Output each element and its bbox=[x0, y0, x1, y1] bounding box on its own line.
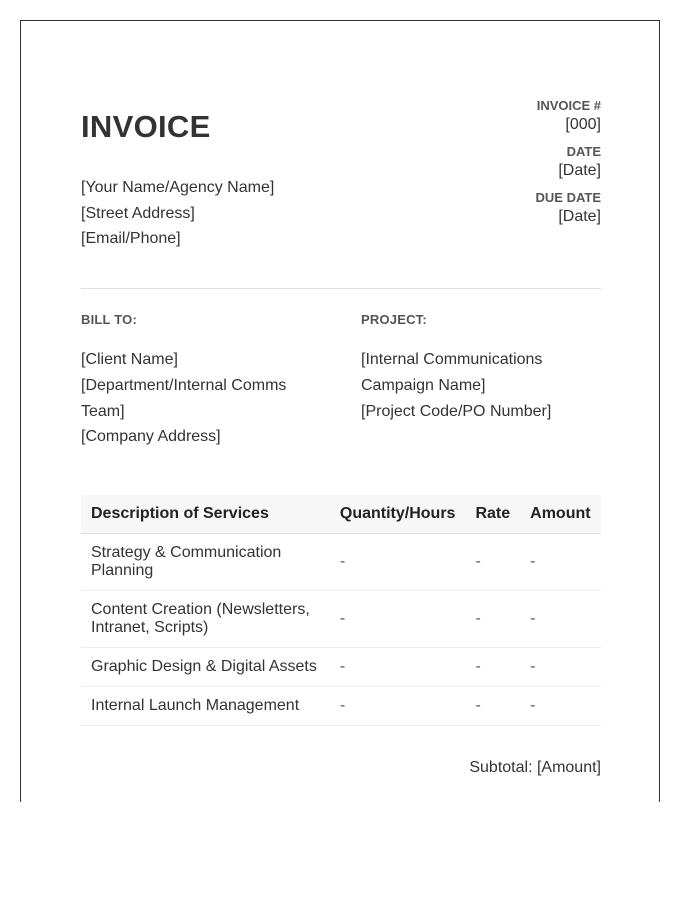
service-rate: - bbox=[465, 534, 520, 591]
service-rate: - bbox=[465, 648, 520, 687]
bill-to-label: BILL TO: bbox=[81, 312, 138, 327]
service-quantity: - bbox=[330, 648, 466, 687]
service-description: Graphic Design & Digital Assets bbox=[81, 648, 330, 687]
service-rate: - bbox=[465, 591, 520, 648]
column-header-rate: Rate bbox=[465, 495, 520, 534]
project-line: [Project Code/PO Number] bbox=[361, 402, 552, 420]
service-amount: - bbox=[520, 534, 601, 591]
due-date-label: DUE DATE bbox=[535, 190, 601, 205]
column-header-amount: Amount bbox=[520, 495, 601, 534]
sender-name: [Your Name/Agency Name] bbox=[81, 179, 275, 196]
service-amount: - bbox=[520, 687, 601, 726]
table-row bbox=[81, 687, 601, 726]
due-date: [Date] bbox=[558, 208, 601, 225]
table-header-row bbox=[81, 495, 601, 534]
invoice-date: [Date] bbox=[558, 162, 601, 179]
project-line: Campaign Name] bbox=[361, 376, 486, 394]
column-header-description: Description of Services bbox=[81, 495, 330, 534]
services-table bbox=[81, 495, 601, 726]
invoice-number-label: INVOICE # bbox=[536, 98, 601, 113]
date-label: DATE bbox=[566, 144, 601, 159]
service-quantity: - bbox=[330, 591, 466, 648]
bill-to-line: [Company Address] bbox=[81, 428, 221, 446]
service-amount: - bbox=[520, 591, 601, 648]
bill-to-line: [Department/Internal Comms bbox=[81, 376, 287, 394]
project-block bbox=[361, 312, 601, 424]
service-description: Content Creation (Newsletters, Intranet, Scripts) bbox=[81, 591, 330, 648]
table-row bbox=[81, 648, 601, 687]
column-header-quantity: Quantity/Hours bbox=[330, 495, 466, 534]
service-quantity: - bbox=[330, 534, 466, 591]
table-row bbox=[81, 591, 601, 648]
service-quantity: - bbox=[330, 687, 466, 726]
table-row bbox=[81, 534, 601, 591]
header-divider bbox=[81, 288, 601, 289]
bill-to-line: [Client Name] bbox=[81, 351, 178, 368]
bill-to-line: Team] bbox=[81, 402, 125, 420]
service-description: Internal Launch Management bbox=[81, 687, 330, 726]
project-label: PROJECT: bbox=[361, 312, 427, 327]
bill-to-lines bbox=[81, 347, 331, 450]
sender-contact: [Email/Phone] bbox=[81, 230, 181, 247]
invoice-title: INVOICE bbox=[81, 109, 211, 144]
project-line: [Internal Communications bbox=[361, 351, 543, 368]
bill-to-block bbox=[81, 312, 331, 450]
invoice-page bbox=[20, 20, 660, 802]
service-rate: - bbox=[465, 687, 520, 726]
invoice-number: [000] bbox=[565, 116, 601, 133]
project-lines bbox=[361, 347, 601, 424]
service-description: Strategy & Communication Planning bbox=[81, 534, 330, 591]
sender-block bbox=[81, 175, 274, 252]
service-amount: - bbox=[520, 648, 601, 687]
invoice-meta bbox=[401, 98, 601, 236]
subtotal: Subtotal: [Amount] bbox=[469, 759, 601, 776]
sender-street: [Street Address] bbox=[81, 204, 195, 222]
